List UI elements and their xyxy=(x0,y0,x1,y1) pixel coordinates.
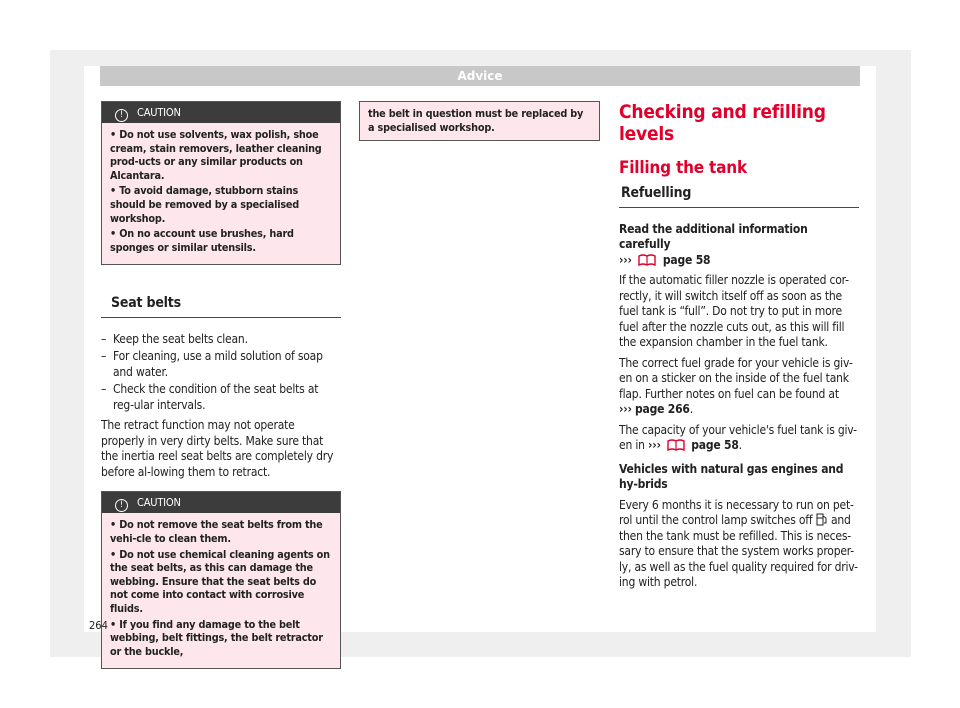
gas-heading: Vehicles with natural gas engines and hy-brids xyxy=(619,461,844,491)
section-header: Advice xyxy=(100,66,860,86)
left-column xyxy=(101,101,341,669)
caution-header: ! CAUTION xyxy=(102,492,340,513)
caution-header: ! CAUTION xyxy=(102,102,340,123)
book-icon xyxy=(638,253,656,266)
book-icon xyxy=(667,438,685,451)
exclamation-icon: ! xyxy=(115,109,128,122)
caution-item: • Do not remove the seat belts from the vehi-cle to clean them. xyxy=(110,518,323,545)
subsection-title: Refuelling xyxy=(619,186,859,208)
section-title: Filling the tank xyxy=(619,158,747,178)
exclamation-icon: ! xyxy=(115,499,128,512)
caution-item: • If you find any damage to the belt webbing, belt fittings, the belt retractor or the buckle, xyxy=(110,617,323,658)
caution-item: • Do not use solvents, wax polish, shoe cream, stain removers, leather cleaning prod-ucts or any similar products on Alcantara. xyxy=(110,128,322,182)
caution-body xyxy=(102,513,340,668)
fuel-lamp-icon xyxy=(816,513,828,526)
seat-belts-heading: Seat belts xyxy=(101,296,341,318)
arrow-ref-icon: ››› xyxy=(648,438,661,452)
page-ref-link[interactable]: page 266 xyxy=(634,402,690,416)
list-item: – Keep the seat belts clean. xyxy=(101,332,341,348)
caution-body xyxy=(102,123,340,264)
caution-item: • On no account use brushes, hard sponges or similar utensils. xyxy=(110,227,294,254)
list-item: – For cleaning, use a mild solution of soap and water. xyxy=(101,349,341,380)
caution-box-continued xyxy=(359,101,600,141)
seat-belts-paragraph: The retract function may not operate properly in very dirty belts. Make sure that the inertia reel seat belts are completely dry before al-lowing them to retract. xyxy=(101,418,334,479)
seat-belts-list xyxy=(101,332,341,414)
caution-item: • To avoid damage, stubborn stains should be removed by a specialised workshop. xyxy=(110,184,300,225)
arrow-ref-icon: ››› xyxy=(619,402,632,416)
right-column xyxy=(619,101,859,596)
list-item: – Check the condition of the seat belts at reg-ular intervals. xyxy=(101,382,341,413)
caution-continued-text: the belt in question must be replaced by a specialised workshop. xyxy=(368,107,584,134)
arrow-ref-icon: ››› xyxy=(619,252,632,267)
caution-box-1 xyxy=(101,101,341,265)
page-ref-link[interactable]: page 58 xyxy=(662,252,711,267)
chapter-title: Checking and refilling levels xyxy=(619,101,826,145)
page-number: 264 xyxy=(89,619,108,632)
paragraph: The correct fuel grade for your vehicle is giv-en on a sticker on the inside of the fuel tank flap. Further notes on fuel can be found at ››› page 266. xyxy=(619,355,853,416)
paragraph: If the automatic filler nozzle is operated cor-rectly, it will switch itself off as soon as the fuel tank is “full”. Do not try to put in more fuel after the nozzle cuts out, as this will fill the expansion chamber in the fuel tank. xyxy=(619,273,849,349)
paragraph: Every 6 months it is necessary to run on pet-rol until the control lamp switches off and then the tank must be refilled. This is neces-sary to ensure that the system works proper-ly, as well as the fuel quality required for driv-ing with petrol. xyxy=(619,497,858,589)
middle-column xyxy=(359,101,600,141)
caution-item: • Do not use chemical cleaning agents on the seat belts, as this can damage the webbing. Ensure that the seat belts do not come into contact with corrosive fluids. xyxy=(110,547,330,615)
caution-box-2 xyxy=(101,491,341,669)
read-info: Read the additional information carefully ››› page 58 xyxy=(619,221,808,267)
paragraph: The capacity of your vehicle's fuel tank is giv-en in ››› page 58. xyxy=(619,422,857,452)
page-ref-link[interactable]: page 58 xyxy=(691,438,739,452)
